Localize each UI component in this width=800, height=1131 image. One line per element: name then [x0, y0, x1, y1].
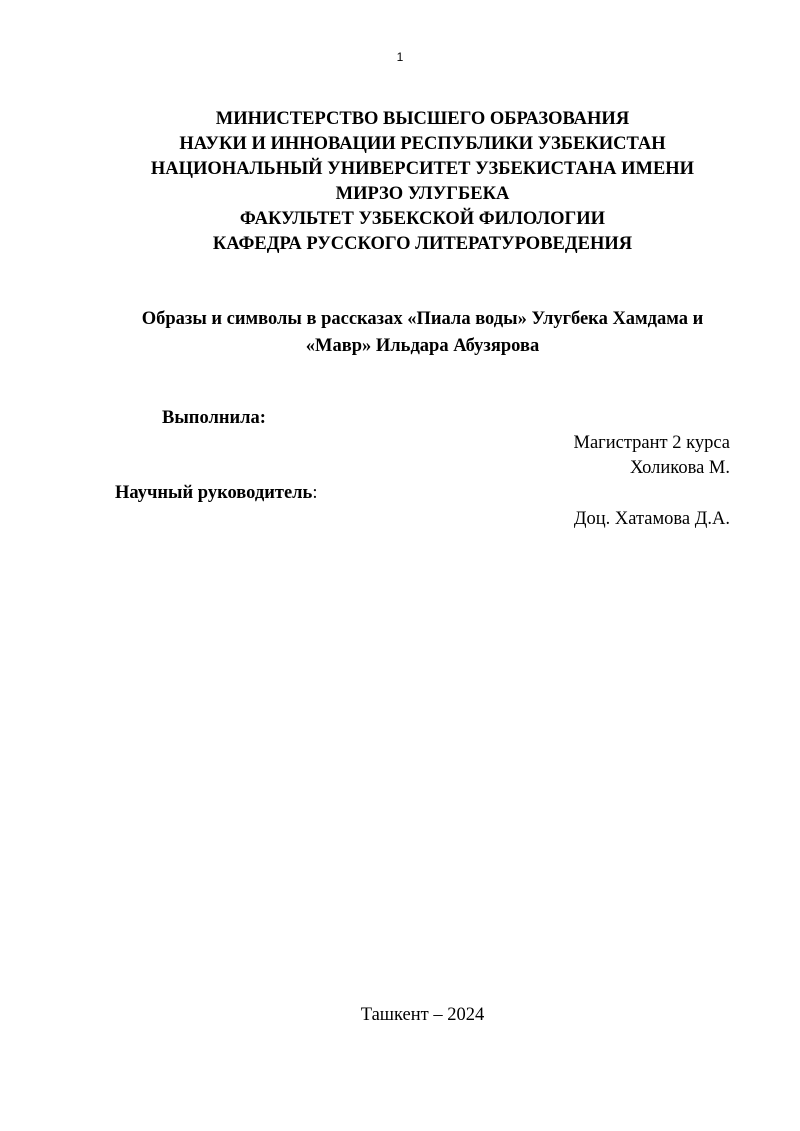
header-line-university-name: МИРЗО УЛУГБЕКА: [335, 184, 510, 204]
institution-header: [100, 107, 745, 257]
header-line-university: НАЦИОНАЛЬНЫЙ УНИВЕРСИТЕТ УЗБЕКИСТАНА ИМЕНИ: [150, 159, 695, 179]
student-course: Магистрант 2 курса: [573, 433, 730, 453]
header-line-faculty: ФАКУЛЬТЕТ УЗБЕКСКОЙ ФИЛОЛОГИИ: [239, 209, 606, 229]
supervisor-label: [115, 481, 317, 505]
work-title-line-2: «Мавр» Ильдара Абузярова: [305, 336, 540, 356]
supervisor-label-colon: :: [312, 483, 318, 503]
student-name: Холикова М.: [629, 458, 730, 478]
header-line-ministry: МИНИСТЕРСТВО ВЫСШЕГО ОБРАЗОВАНИЯ: [215, 109, 630, 129]
performed-by-label: Выполнила:: [162, 408, 266, 428]
supervisor-label-text: Научный руководитель: [115, 483, 313, 503]
work-title-line-1: Образы и символы в рассказах «Пиала воды» Улугбека Хамдама и: [141, 309, 704, 329]
supervisor-name: Доц. Хатамова Д.А.: [573, 509, 730, 529]
work-title: [100, 306, 745, 360]
city-year: Ташкент – 2024: [360, 1005, 485, 1025]
page-number: 1: [396, 50, 404, 64]
header-line-ministry-continued: НАУКИ И ИННОВАЦИИ РЕСПУБЛИКИ УЗБЕКИСТАН: [179, 134, 666, 154]
header-line-department: КАФЕДРА РУССКОГО ЛИТЕРАТУРОВЕДЕНИЯ: [212, 234, 633, 254]
